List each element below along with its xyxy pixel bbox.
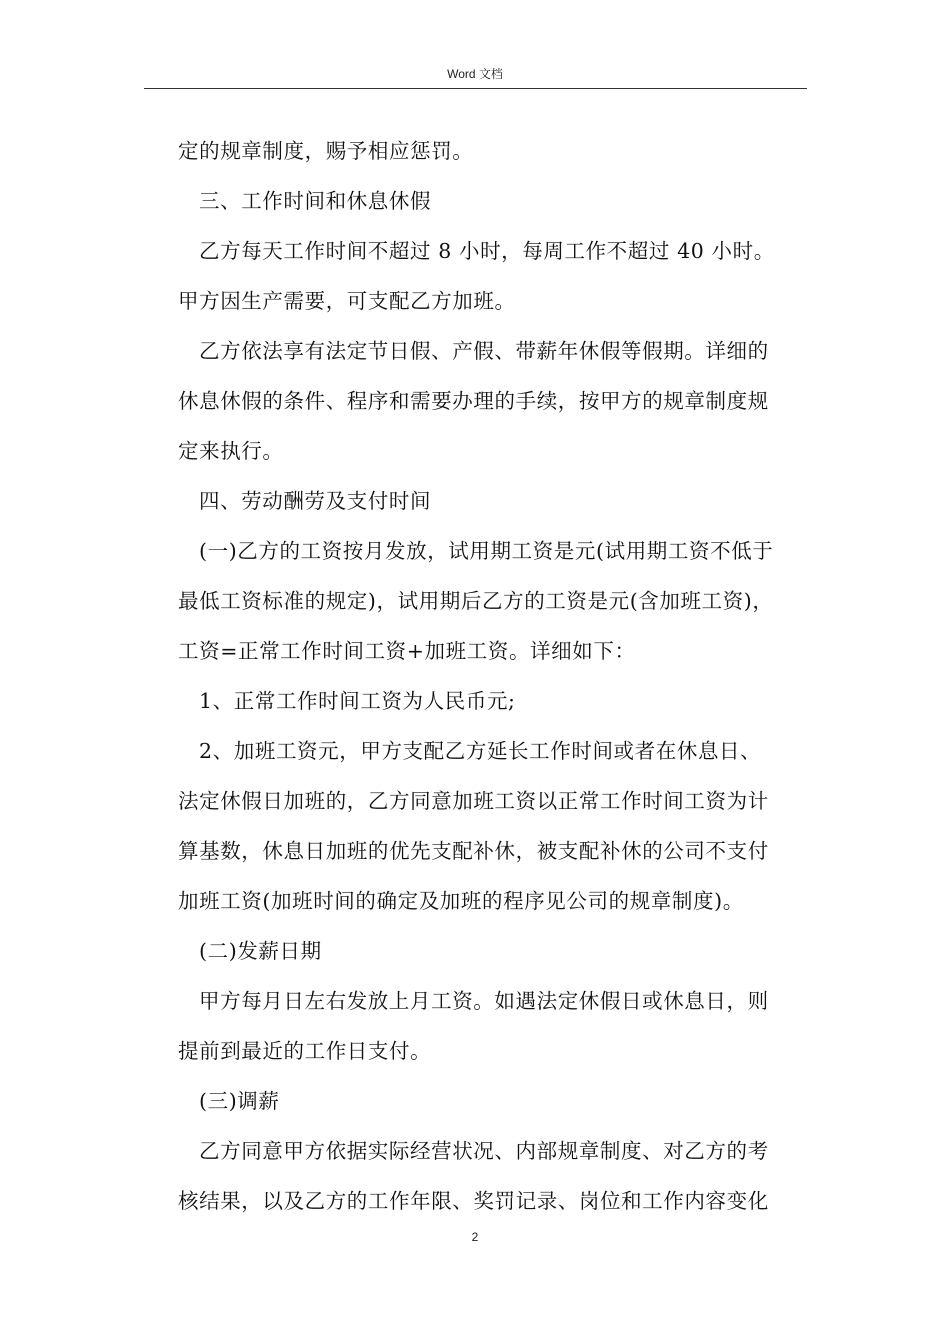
list-item: 2、加班工资元，甲方支配乙方延长工作时间或者在休息日、 — [199, 739, 762, 763]
paragraph-line: 定来执行。 — [178, 439, 284, 463]
paragraph-line: (一)乙方的工资按月发放，试用期工资是元(试用期工资不低于 — [199, 539, 774, 563]
page-number: 2 — [471, 1230, 479, 1244]
paragraph-line: 法定休假日加班的，乙方同意加班工资以正常工作时间工资为计 — [178, 789, 769, 813]
paragraph-line: 最低工资标准的规定)，试用期后乙方的工资是元(含加班工资)， — [178, 589, 774, 613]
paragraph-line: 核结果，以及乙方的工作年限、奖罚记录、岗位和工作内容变化 — [178, 1189, 769, 1213]
section-heading: 三、工作时间和休息休假 — [199, 189, 432, 213]
list-item: 1、正常工作时间工资为人民币元; — [199, 689, 516, 713]
paragraph-line: 乙方依法享有法定节日假、产假、带薪年休假等假期。详细的 — [199, 339, 769, 363]
document-body — [178, 126, 808, 1226]
paragraph-line: 乙方同意甲方依据实际经营状况、内部规章制度、对乙方的考 — [199, 1139, 769, 1163]
header-divider — [144, 88, 807, 89]
paragraph-line: 加班工资(加班时间的确定及加班的程序见公司的规章制度)。 — [178, 889, 744, 913]
subsection-heading: (三)调薪 — [199, 1089, 280, 1113]
paragraph-line: 甲方因生产需要，可支配乙方加班。 — [178, 289, 516, 313]
page-header-title: Word 文档 — [447, 67, 503, 81]
paragraph-line: 乙方每天工作时间不超过 8 小时，每周工作不超过 40 小时。 — [199, 239, 775, 263]
subsection-heading: (二)发薪日期 — [199, 939, 322, 963]
section-heading: 四、劳动酬劳及支付时间 — [199, 489, 432, 513]
paragraph-line: 工资=正常工作时间工资+加班工资。详细如下： — [178, 639, 636, 663]
paragraph-line: 甲方每月日左右发放上月工资。如遇法定休假日或休息日，则 — [199, 989, 769, 1013]
paragraph-line: 算基数，休息日加班的优先支配补休，被支配补休的公司不支付 — [178, 839, 769, 863]
paragraph-line: 提前到最近的工作日支付。 — [178, 1039, 432, 1063]
paragraph-line: 定的规章制度，赐予相应惩罚。 — [178, 139, 474, 163]
paragraph-line: 休息休假的条件、程序和需要办理的手续，按甲方的规章制度规 — [178, 389, 769, 413]
